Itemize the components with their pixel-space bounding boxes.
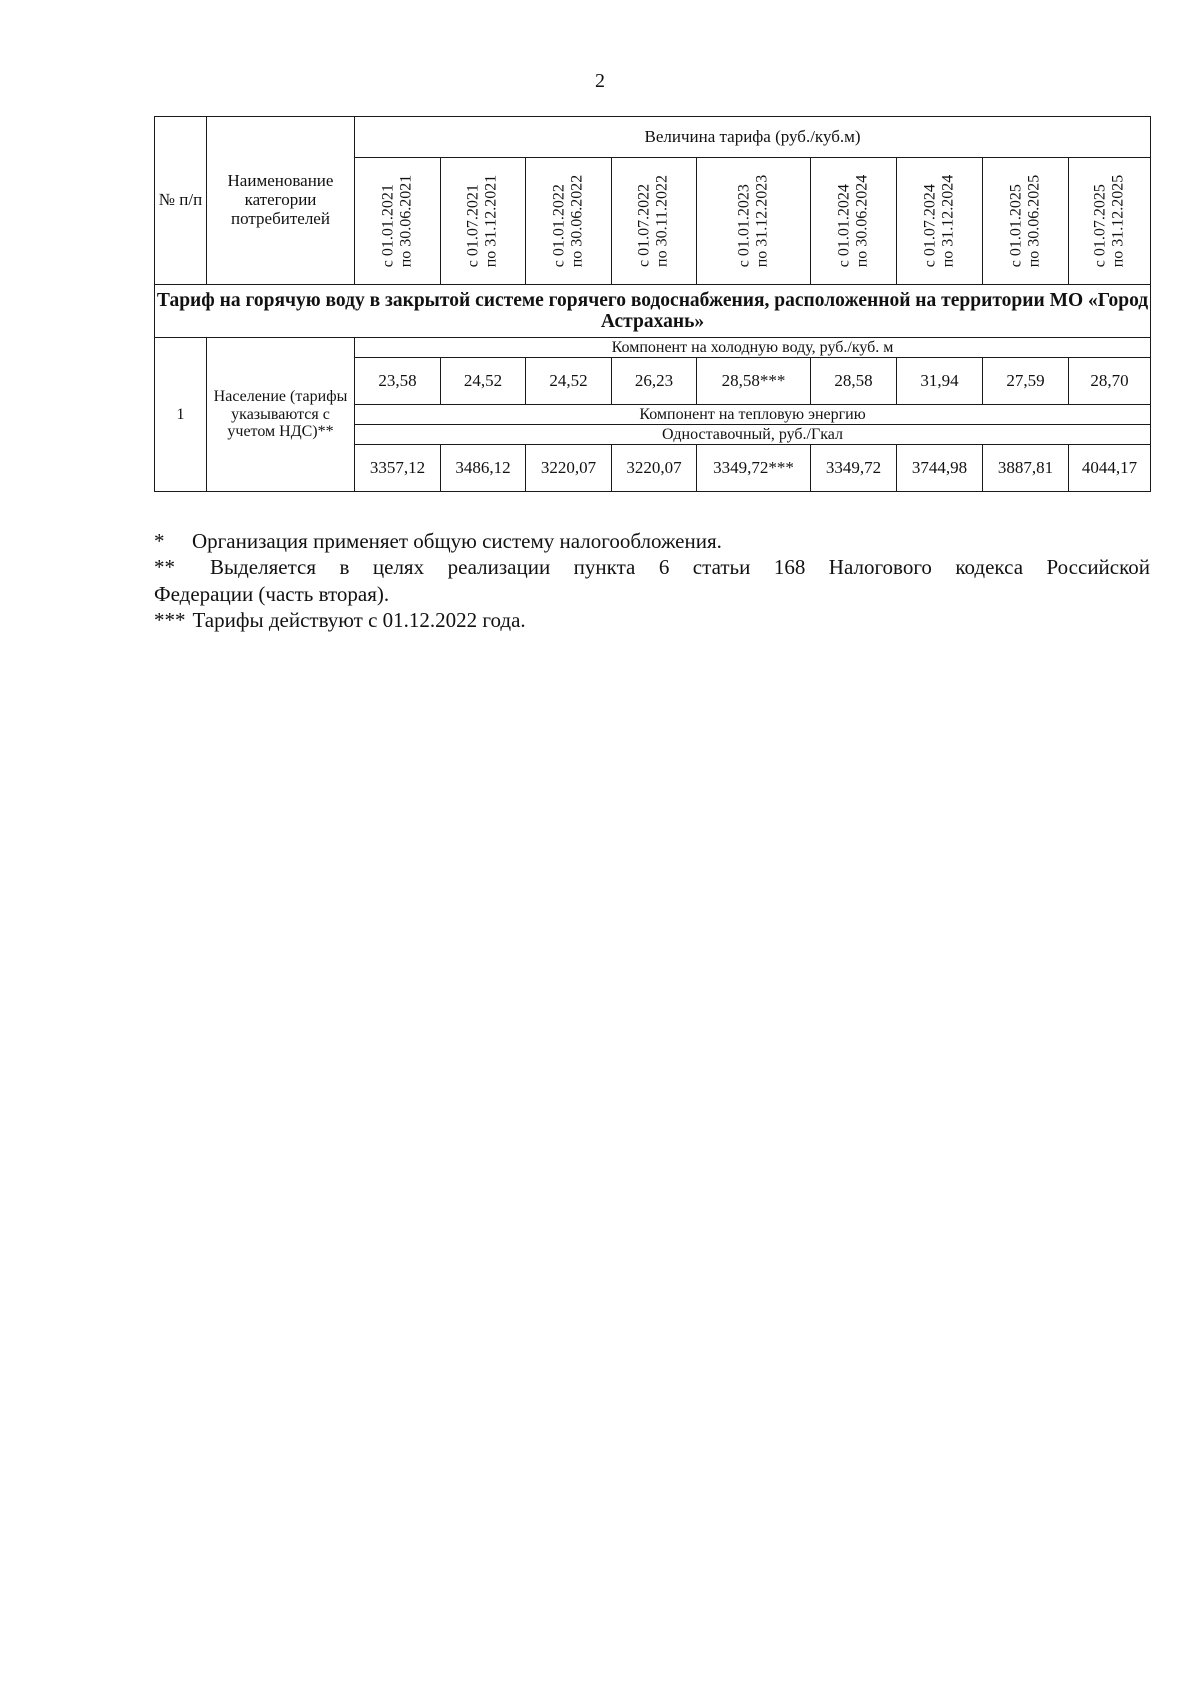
footnote-3-text: Тарифы действуют с 01.12.2022 года. — [192, 607, 526, 632]
period-to: по 31.12.2025 — [1109, 174, 1127, 268]
footnote-3 — [154, 607, 1150, 633]
cold-water-value: 27,59 — [983, 358, 1069, 405]
footnote-2-continuation: Федерации (часть вторая). — [154, 581, 390, 606]
header-category: Наименование категории потребителей — [207, 117, 355, 285]
period-to: по 30.06.2022 — [568, 174, 586, 268]
header-num: № п/п — [155, 117, 207, 285]
period-to: по 31.12.2023 — [753, 174, 771, 268]
period-from: с 01.07.2025 — [1091, 184, 1109, 268]
cold-water-value: 28,58*** — [697, 358, 811, 405]
cold-water-value: 28,70 — [1069, 358, 1151, 405]
period-to: по 30.06.2024 — [853, 174, 871, 268]
cold-water-value: 24,52 — [526, 358, 612, 405]
period-header — [441, 158, 526, 285]
period-from: с 01.01.2022 — [550, 184, 568, 268]
period-header — [355, 158, 441, 285]
cold-water-label: Компонент на холодную воду, руб./куб. м — [355, 338, 1151, 358]
period-to: по 30.06.2025 — [1025, 174, 1043, 268]
footnote-3-mark: *** — [154, 607, 186, 632]
period-from: с 01.07.2021 — [464, 184, 482, 268]
page-number: 2 — [595, 70, 605, 92]
single-rate-label: Одноставочный, руб./Гкал — [355, 425, 1151, 445]
thermal-value: 3744,98 — [897, 445, 983, 492]
cold-water-value: 31,94 — [897, 358, 983, 405]
row-category: Население (тарифы указываются с учетом НДС)** — [207, 338, 355, 492]
thermal-value: 4044,17 — [1069, 445, 1151, 492]
header-tariff-value: Величина тарифа (руб./куб.м) — [355, 117, 1151, 158]
thermal-value: 3486,12 — [441, 445, 526, 492]
period-from: с 01.07.2024 — [921, 184, 939, 268]
period-from: с 01.01.2021 — [379, 184, 397, 268]
thermal-value: 3887,81 — [983, 445, 1069, 492]
period-header — [983, 158, 1069, 285]
footnotes — [154, 528, 1150, 633]
cold-water-value: 28,58 — [811, 358, 897, 405]
period-from: с 01.01.2023 — [735, 184, 753, 268]
period-header — [526, 158, 612, 285]
period-from: с 01.01.2025 — [1007, 184, 1025, 268]
tariff-table — [154, 116, 1151, 492]
period-header — [811, 158, 897, 285]
period-from: с 01.07.2022 — [635, 183, 653, 267]
period-header — [1069, 158, 1151, 285]
cold-water-value: 26,23 — [612, 358, 697, 405]
thermal-value: 3349,72*** — [697, 445, 811, 492]
period-to: по 31.12.2021 — [483, 174, 500, 268]
cold-water-value: 24,52 — [441, 358, 526, 405]
footnote-2 — [154, 554, 1150, 580]
thermal-value: 3349,72 — [811, 445, 897, 492]
period-from: с 01.01.2024 — [835, 184, 853, 268]
period-header — [697, 158, 811, 285]
period-to: по 31.12.2024 — [939, 174, 957, 268]
footnote-2-text: Выделяется в целях реализации пункта 6 статьи 168 Налогового кодекса Российской — [210, 555, 1150, 580]
thermal-label: Компонент на тепловую энергию — [355, 405, 1151, 425]
footnote-1-text: Организация применяет общую систему налогообложения. — [192, 529, 722, 553]
period-to: по 30.11.2022 — [654, 175, 671, 267]
thermal-value: 3220,07 — [526, 445, 612, 492]
footnote-2-mark: ** — [154, 555, 175, 580]
footnote-1-mark: * — [154, 529, 165, 553]
footnote-1 — [154, 528, 1150, 554]
cold-water-value: 23,58 — [355, 358, 441, 405]
period-header — [612, 158, 697, 285]
period-to: по 30.06.2021 — [397, 174, 415, 268]
section-title: Тариф на горячую воду в закрытой системе горячего водоснабжения, расположенной на территории МО «Город Астрахань» — [155, 285, 1151, 338]
thermal-value: 3357,12 — [355, 445, 441, 492]
thermal-value: 3220,07 — [612, 445, 697, 492]
row-num: 1 — [155, 338, 207, 492]
period-header — [897, 158, 983, 285]
